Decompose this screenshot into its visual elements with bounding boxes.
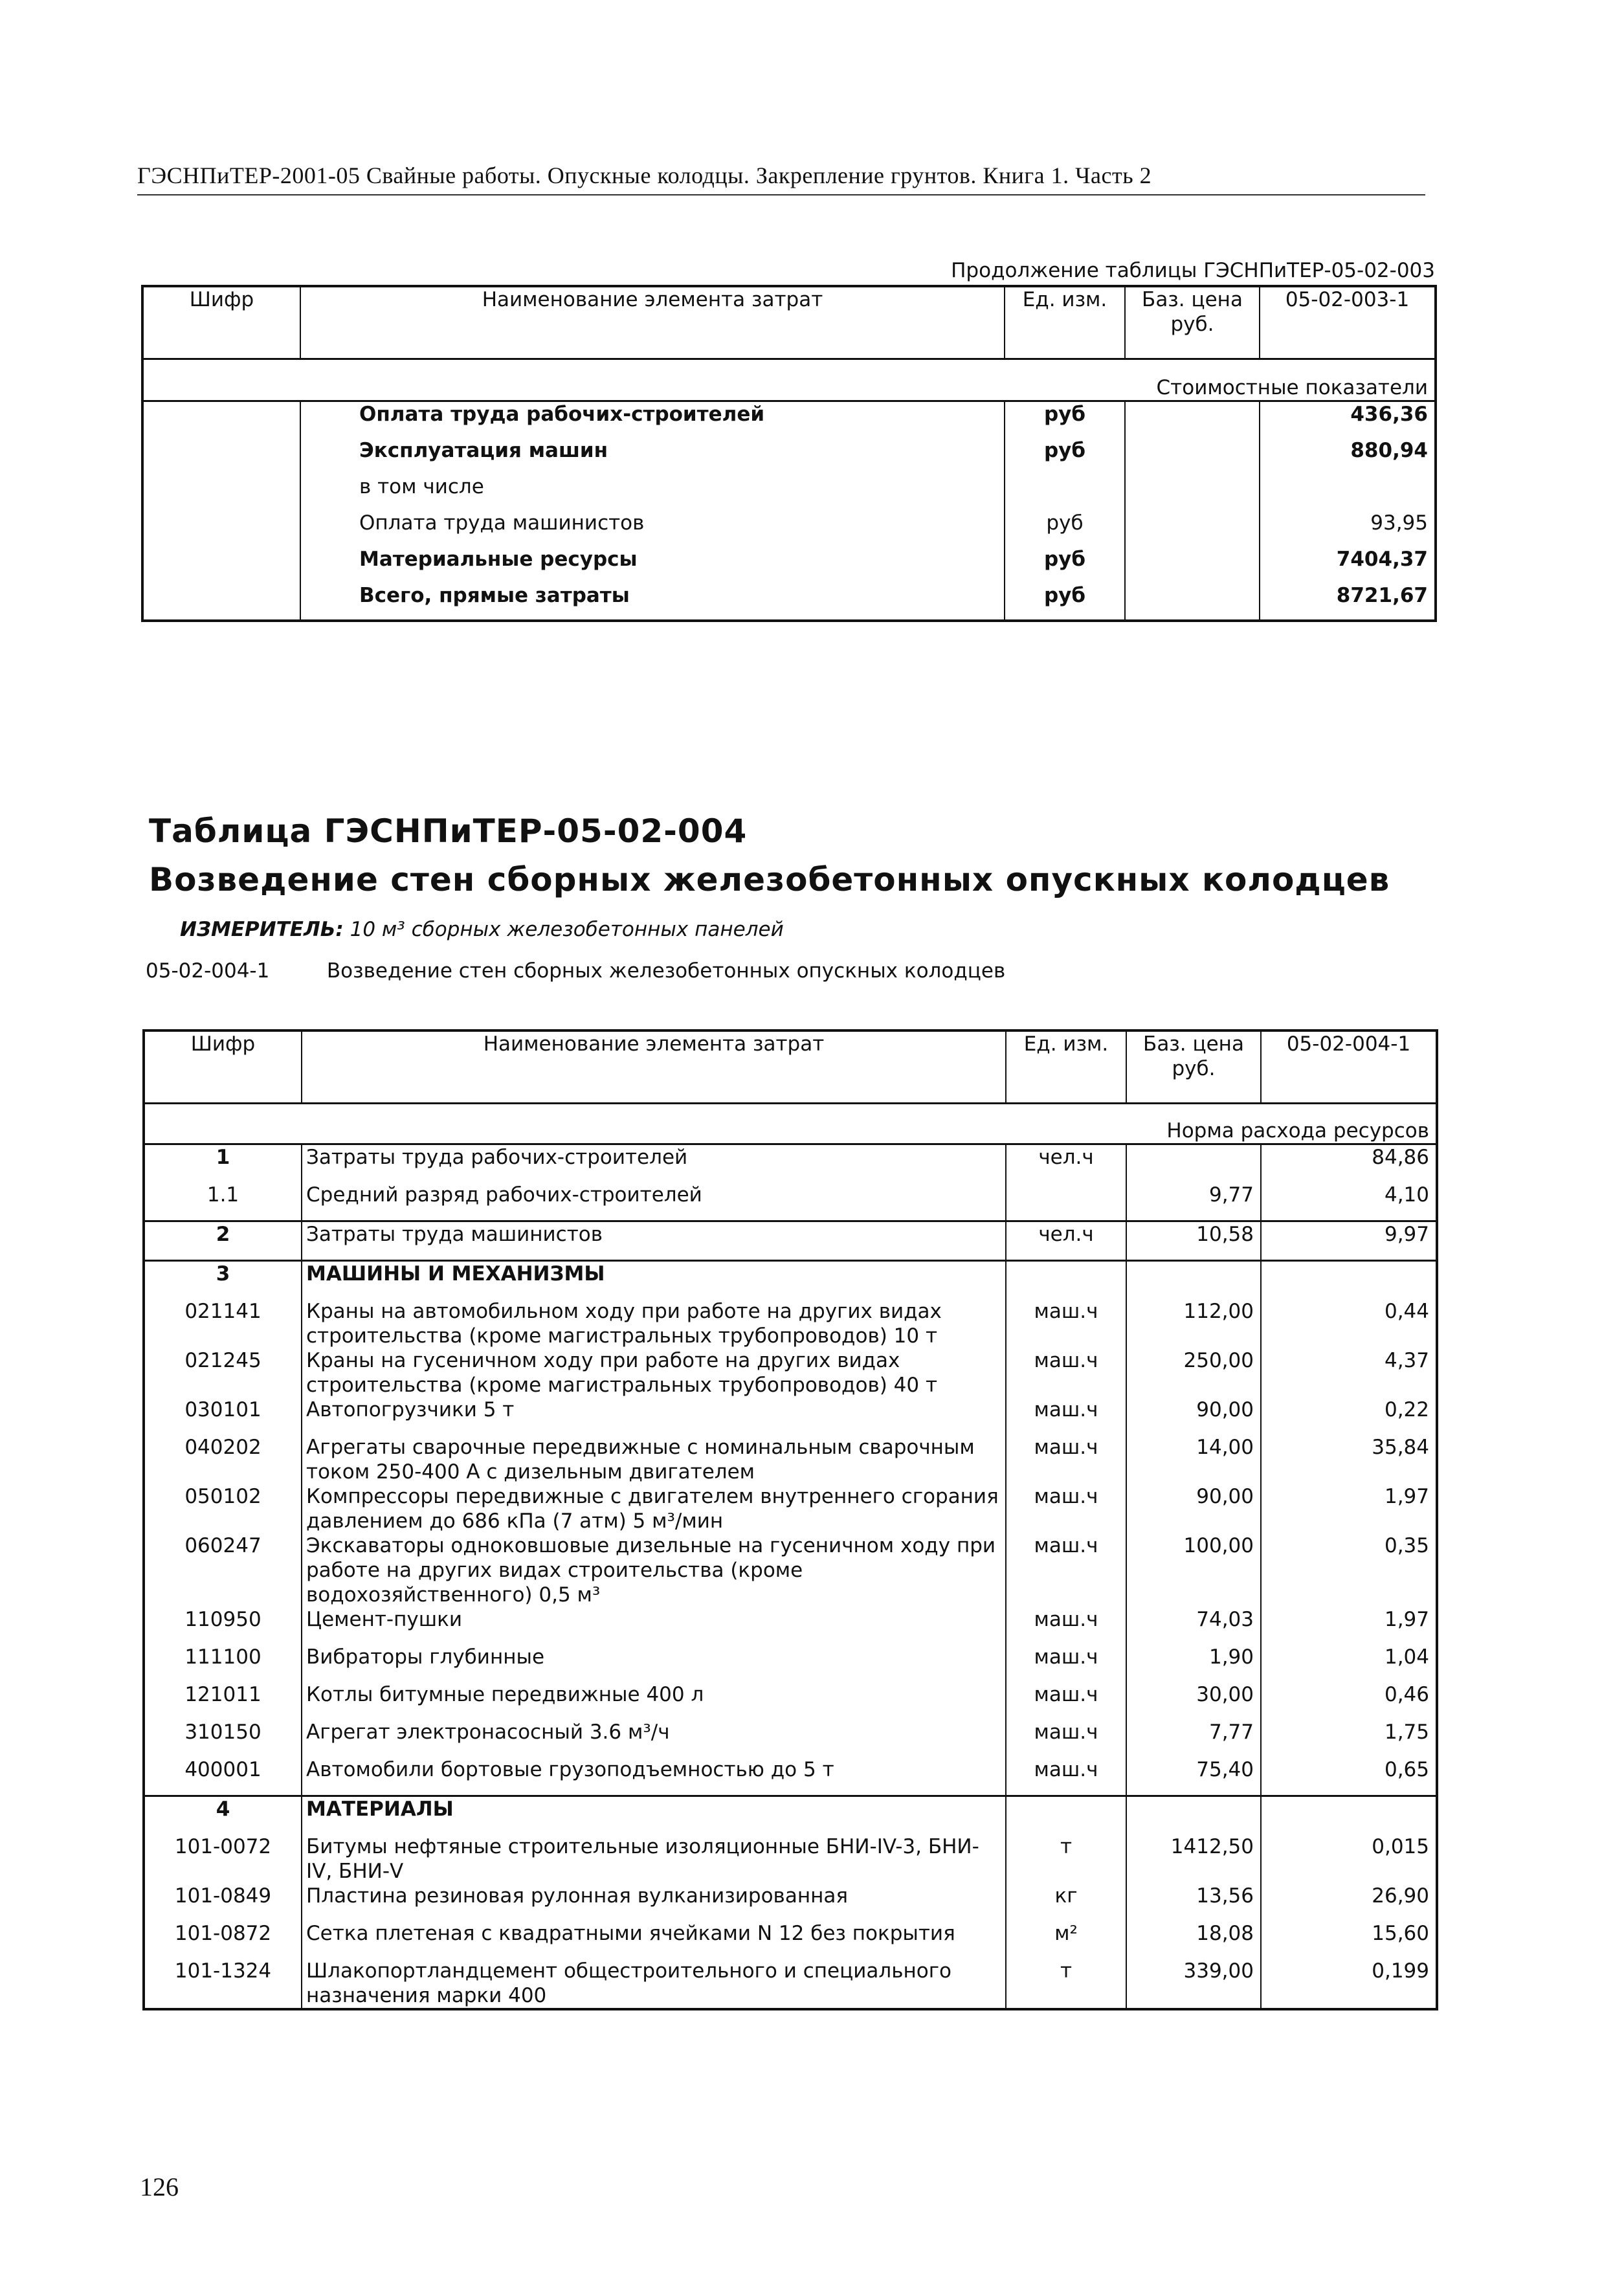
resource-code: 030101 (144, 1398, 302, 1435)
table-row (144, 1348, 1437, 1398)
cost-unit: руб (1005, 401, 1125, 438)
cost-indicators-table (141, 285, 1437, 622)
resource-value: 0,44 (1384, 1299, 1429, 1323)
cost-unit (1005, 474, 1125, 511)
resource-name: Автопогрузчики 5 т (302, 1398, 1006, 1435)
resource-name: Краны на гусеничном ходу при работе на других видах строительства (кроме магистральных трубопроводов) 40 т (302, 1348, 1006, 1398)
cost-code (142, 474, 300, 511)
resource-name: Затраты труда рабочих-строителей (302, 1144, 1006, 1183)
resource-code: 021141 (144, 1299, 302, 1348)
resource-value: 4,10 (1384, 1183, 1429, 1207)
resource-unit: маш.ч (1006, 1348, 1126, 1398)
resource-price (1126, 1144, 1261, 1183)
resource-code: 121011 (144, 1682, 302, 1720)
table-row (144, 1757, 1437, 1796)
resource-name: Компрессоры передвижные с двигателем внутреннего сгорания давлением до 686 кПа (7 атм) 5 м³/мин (302, 1484, 1006, 1533)
resource-code: 2 (144, 1221, 302, 1260)
table-row (144, 1796, 1437, 1834)
col-value-header: 05-02-004-1 (1261, 1030, 1437, 1103)
resource-value: 9,97 (1261, 1221, 1437, 1260)
col-unit-header: Ед. изм. (1006, 1030, 1126, 1103)
resource-price: 1412,50 (1126, 1834, 1261, 1884)
resource-norms-table (142, 1029, 1438, 2010)
resource-unit: чел.ч (1006, 1144, 1126, 1183)
meter-value: 10 м³ сборных железобетонных панелей (350, 918, 784, 941)
cost-name: Эксплуатация машин (300, 438, 1005, 474)
resource-unit: чел.ч (1006, 1221, 1126, 1260)
resource-price: 100,00 (1126, 1533, 1261, 1607)
resource-unit: кг (1006, 1884, 1126, 1921)
section-label: Стоимостные показатели (142, 375, 1436, 401)
resource-value: 1,97 (1384, 1484, 1429, 1508)
resource-price: 90,00 (1126, 1398, 1261, 1435)
resource-price: 7,77 (1126, 1720, 1261, 1757)
resource-name: МАШИНЫ И МЕХАНИЗМЫ (302, 1260, 1006, 1299)
col-name-header: Наименование элемента затрат (300, 286, 1005, 359)
resource-price (1126, 1260, 1261, 1299)
cost-code (142, 401, 300, 438)
resource-name: Автомобили бортовые грузоподъемностью до 5 т (302, 1757, 1006, 1796)
work-code: 05-02-004-1 (146, 959, 270, 983)
table-row (142, 474, 1436, 511)
table-row (144, 1921, 1437, 1959)
resource-code: 101-1324 (144, 1959, 302, 2009)
table-row (144, 1398, 1437, 1435)
resource-price: 112,00 (1126, 1299, 1261, 1348)
resource-name: Агрегаты сварочные передвижные с номинальным сварочным током 250-400 А с дизельным двигателем (302, 1435, 1006, 1484)
resource-unit (1006, 1796, 1126, 1834)
cost-unit: руб (1005, 547, 1125, 583)
resource-name: Пластина резиновая рулонная вулканизированная (302, 1884, 1006, 1921)
cost-price (1125, 474, 1260, 511)
table-row (142, 438, 1436, 474)
resource-unit: маш.ч (1006, 1533, 1126, 1607)
resource-price: 74,03 (1126, 1607, 1261, 1645)
cost-value (1260, 474, 1436, 511)
table-row (144, 1682, 1437, 1720)
resource-name: Котлы битумные передвижные 400 л (302, 1682, 1006, 1720)
cost-name: Всего, прямые затраты (300, 583, 1005, 621)
table-row (144, 1959, 1437, 2009)
cost-name: в том числе (300, 474, 1005, 511)
cost-price (1125, 401, 1260, 438)
resource-unit: маш.ч (1006, 1757, 1126, 1796)
table-row (142, 401, 1436, 438)
table-header (144, 1030, 1437, 1103)
resource-code: 101-0872 (144, 1921, 302, 1959)
cost-code (142, 583, 300, 621)
meter-label: ИЗМЕРИТЕЛЬ: (180, 918, 344, 941)
resource-code: 1.1 (144, 1183, 302, 1221)
col-name-header: Наименование элемента затрат (302, 1030, 1006, 1103)
section-label: Норма расхода ресурсов (144, 1119, 1437, 1144)
resource-name: Экскаваторы одноковшовые дизельные на гусеничном ходу при работе на других видах строительства (кроме водохозяйственного) 0,5 м³ (302, 1533, 1006, 1607)
resource-value: 0,35 (1384, 1533, 1429, 1557)
resource-code: 310150 (144, 1720, 302, 1757)
resource-value: 15,60 (1372, 1921, 1429, 1945)
table-row (144, 1645, 1437, 1682)
page-number: 126 (140, 2172, 179, 2201)
cost-name: Оплата труда рабочих-строителей (300, 401, 1005, 438)
work-code-row (146, 959, 1005, 983)
resource-name: Цемент-пушки (302, 1607, 1006, 1645)
resource-price: 10,58 (1126, 1221, 1261, 1260)
table-subtitle: Возведение стен сборных железобетонных опускных колодцев (149, 861, 1390, 898)
resource-value: 1,75 (1384, 1720, 1429, 1744)
resource-unit: маш.ч (1006, 1645, 1126, 1682)
resource-unit (1006, 1260, 1126, 1299)
resource-price: 339,00 (1126, 1959, 1261, 2009)
resource-name: Затраты труда машинистов (302, 1221, 1006, 1260)
cost-value: 7404,37 (1336, 547, 1428, 571)
table-row (144, 1834, 1437, 1884)
resource-value: 35,84 (1372, 1435, 1429, 1459)
resource-price: 14,00 (1126, 1435, 1261, 1484)
resource-unit: м² (1006, 1921, 1126, 1959)
resource-unit: маш.ч (1006, 1435, 1126, 1484)
cost-code (142, 547, 300, 583)
cost-value: 436,36 (1350, 402, 1428, 426)
running-header: ГЭСНПиТЕР-2001-05 Свайные работы. Опускные колодцы. Закрепление грунтов. Книга 1. Часть 2 (137, 162, 1425, 195)
resource-value: 1,97 (1384, 1607, 1429, 1631)
resource-value: 26,90 (1372, 1884, 1429, 1908)
col-price-header: Баз. цена руб. (1125, 286, 1260, 359)
table-row (142, 511, 1436, 547)
resource-value: 0,199 (1372, 1959, 1429, 1983)
cost-name: Материальные ресурсы (300, 547, 1005, 583)
table-row (144, 1607, 1437, 1645)
table-row (144, 1533, 1437, 1607)
resource-name: Агрегат электронасосный 3.6 м³/ч (302, 1720, 1006, 1757)
resource-price (1126, 1796, 1261, 1834)
resource-code: 050102 (144, 1484, 302, 1533)
cost-price (1125, 511, 1260, 547)
resource-value: 0,22 (1384, 1398, 1429, 1421)
resource-price: 18,08 (1126, 1921, 1261, 1959)
work-name: Возведение стен сборных железобетонных опускных колодцев (326, 959, 1006, 983)
cost-unit: руб (1005, 583, 1125, 621)
resource-price: 9,77 (1126, 1183, 1261, 1221)
table-row (144, 1720, 1437, 1757)
resource-unit: маш.ч (1006, 1299, 1126, 1348)
table-row (144, 1144, 1437, 1183)
cost-name: Оплата труда машинистов (300, 511, 1005, 547)
cost-price (1125, 438, 1260, 474)
table-row (144, 1299, 1437, 1348)
resource-code: 110950 (144, 1607, 302, 1645)
cost-value: 880,94 (1350, 438, 1428, 462)
resource-name: Битумы нефтяные строительные изоляционные БНИ-IV-3, БНИ-IV, БНИ-V (302, 1834, 1006, 1884)
resource-unit (1006, 1183, 1126, 1221)
table-row (144, 1260, 1437, 1299)
resource-price: 1,90 (1126, 1645, 1261, 1682)
resource-price: 90,00 (1126, 1484, 1261, 1533)
resource-unit: маш.ч (1006, 1398, 1126, 1435)
table-row (144, 1183, 1437, 1221)
resource-code: 4 (144, 1796, 302, 1834)
resource-code: 1 (144, 1144, 302, 1183)
table-row (142, 547, 1436, 583)
col-code-header: Шифр (144, 1030, 302, 1103)
resource-value: 1,04 (1384, 1645, 1429, 1669)
cost-unit: руб (1005, 511, 1125, 547)
table-row (144, 1221, 1437, 1260)
resource-unit: маш.ч (1006, 1720, 1126, 1757)
cost-price (1125, 583, 1260, 621)
resource-code: 101-0849 (144, 1884, 302, 1921)
table-row (144, 1884, 1437, 1921)
col-price-header: Баз. цена руб. (1126, 1030, 1261, 1103)
resource-value (1261, 1260, 1437, 1299)
resource-code: 400001 (144, 1757, 302, 1796)
resource-code: 040202 (144, 1435, 302, 1484)
cost-unit: руб (1005, 438, 1125, 474)
resource-value: 0,65 (1384, 1757, 1429, 1781)
table-title: Таблица ГЭСНПиТЕР-05-02-004 (149, 812, 748, 850)
resource-value: 4,37 (1384, 1348, 1429, 1372)
resource-name: Краны на автомобильном ходу при работе на других видах строительства (кроме магистральных трубопроводов) 10 т (302, 1299, 1006, 1348)
table-row (142, 583, 1436, 621)
col-unit-header: Ед. изм. (1005, 286, 1125, 359)
table1-caption: Продолжение таблицы ГЭСНПиТЕР-05-02-003 (951, 259, 1435, 282)
col-value-header: 05-02-003-1 (1260, 286, 1436, 359)
resource-name: МАТЕРИАЛЫ (302, 1796, 1006, 1834)
cost-value: 8721,67 (1336, 583, 1428, 607)
resource-code: 3 (144, 1260, 302, 1299)
resource-code: 060247 (144, 1533, 302, 1607)
resource-name: Шлакопортландцемент общестроительного и специального назначения марки 400 (302, 1959, 1006, 2009)
resource-unit: маш.ч (1006, 1484, 1126, 1533)
resource-unit: т (1006, 1834, 1126, 1884)
cost-code (142, 511, 300, 547)
table-row (144, 1484, 1437, 1533)
cost-code (142, 438, 300, 474)
cost-value: 93,95 (1370, 511, 1428, 535)
cost-price (1125, 547, 1260, 583)
resource-price: 13,56 (1126, 1884, 1261, 1921)
resource-name: Сетка плетеная с квадратными ячейками N 12 без покрытия (302, 1921, 1006, 1959)
resource-value: 0,015 (1372, 1834, 1429, 1858)
resource-price: 75,40 (1126, 1757, 1261, 1796)
resource-unit: маш.ч (1006, 1607, 1126, 1645)
resource-unit: маш.ч (1006, 1682, 1126, 1720)
resource-price: 30,00 (1126, 1682, 1261, 1720)
resource-code: 101-0072 (144, 1834, 302, 1884)
resource-price: 250,00 (1126, 1348, 1261, 1398)
col-code-header: Шифр (142, 286, 300, 359)
meter-line (180, 918, 784, 941)
table-row (144, 1435, 1437, 1484)
resource-value: 84,86 (1372, 1145, 1429, 1169)
resource-name: Средний разряд рабочих-строителей (302, 1183, 1006, 1221)
table-header (142, 286, 1436, 359)
resource-code: 021245 (144, 1348, 302, 1398)
resource-value: 0,46 (1384, 1682, 1429, 1706)
resource-unit: т (1006, 1959, 1126, 2009)
resource-name: Вибраторы глубинные (302, 1645, 1006, 1682)
resource-value (1261, 1796, 1437, 1834)
resource-code: 111100 (144, 1645, 302, 1682)
